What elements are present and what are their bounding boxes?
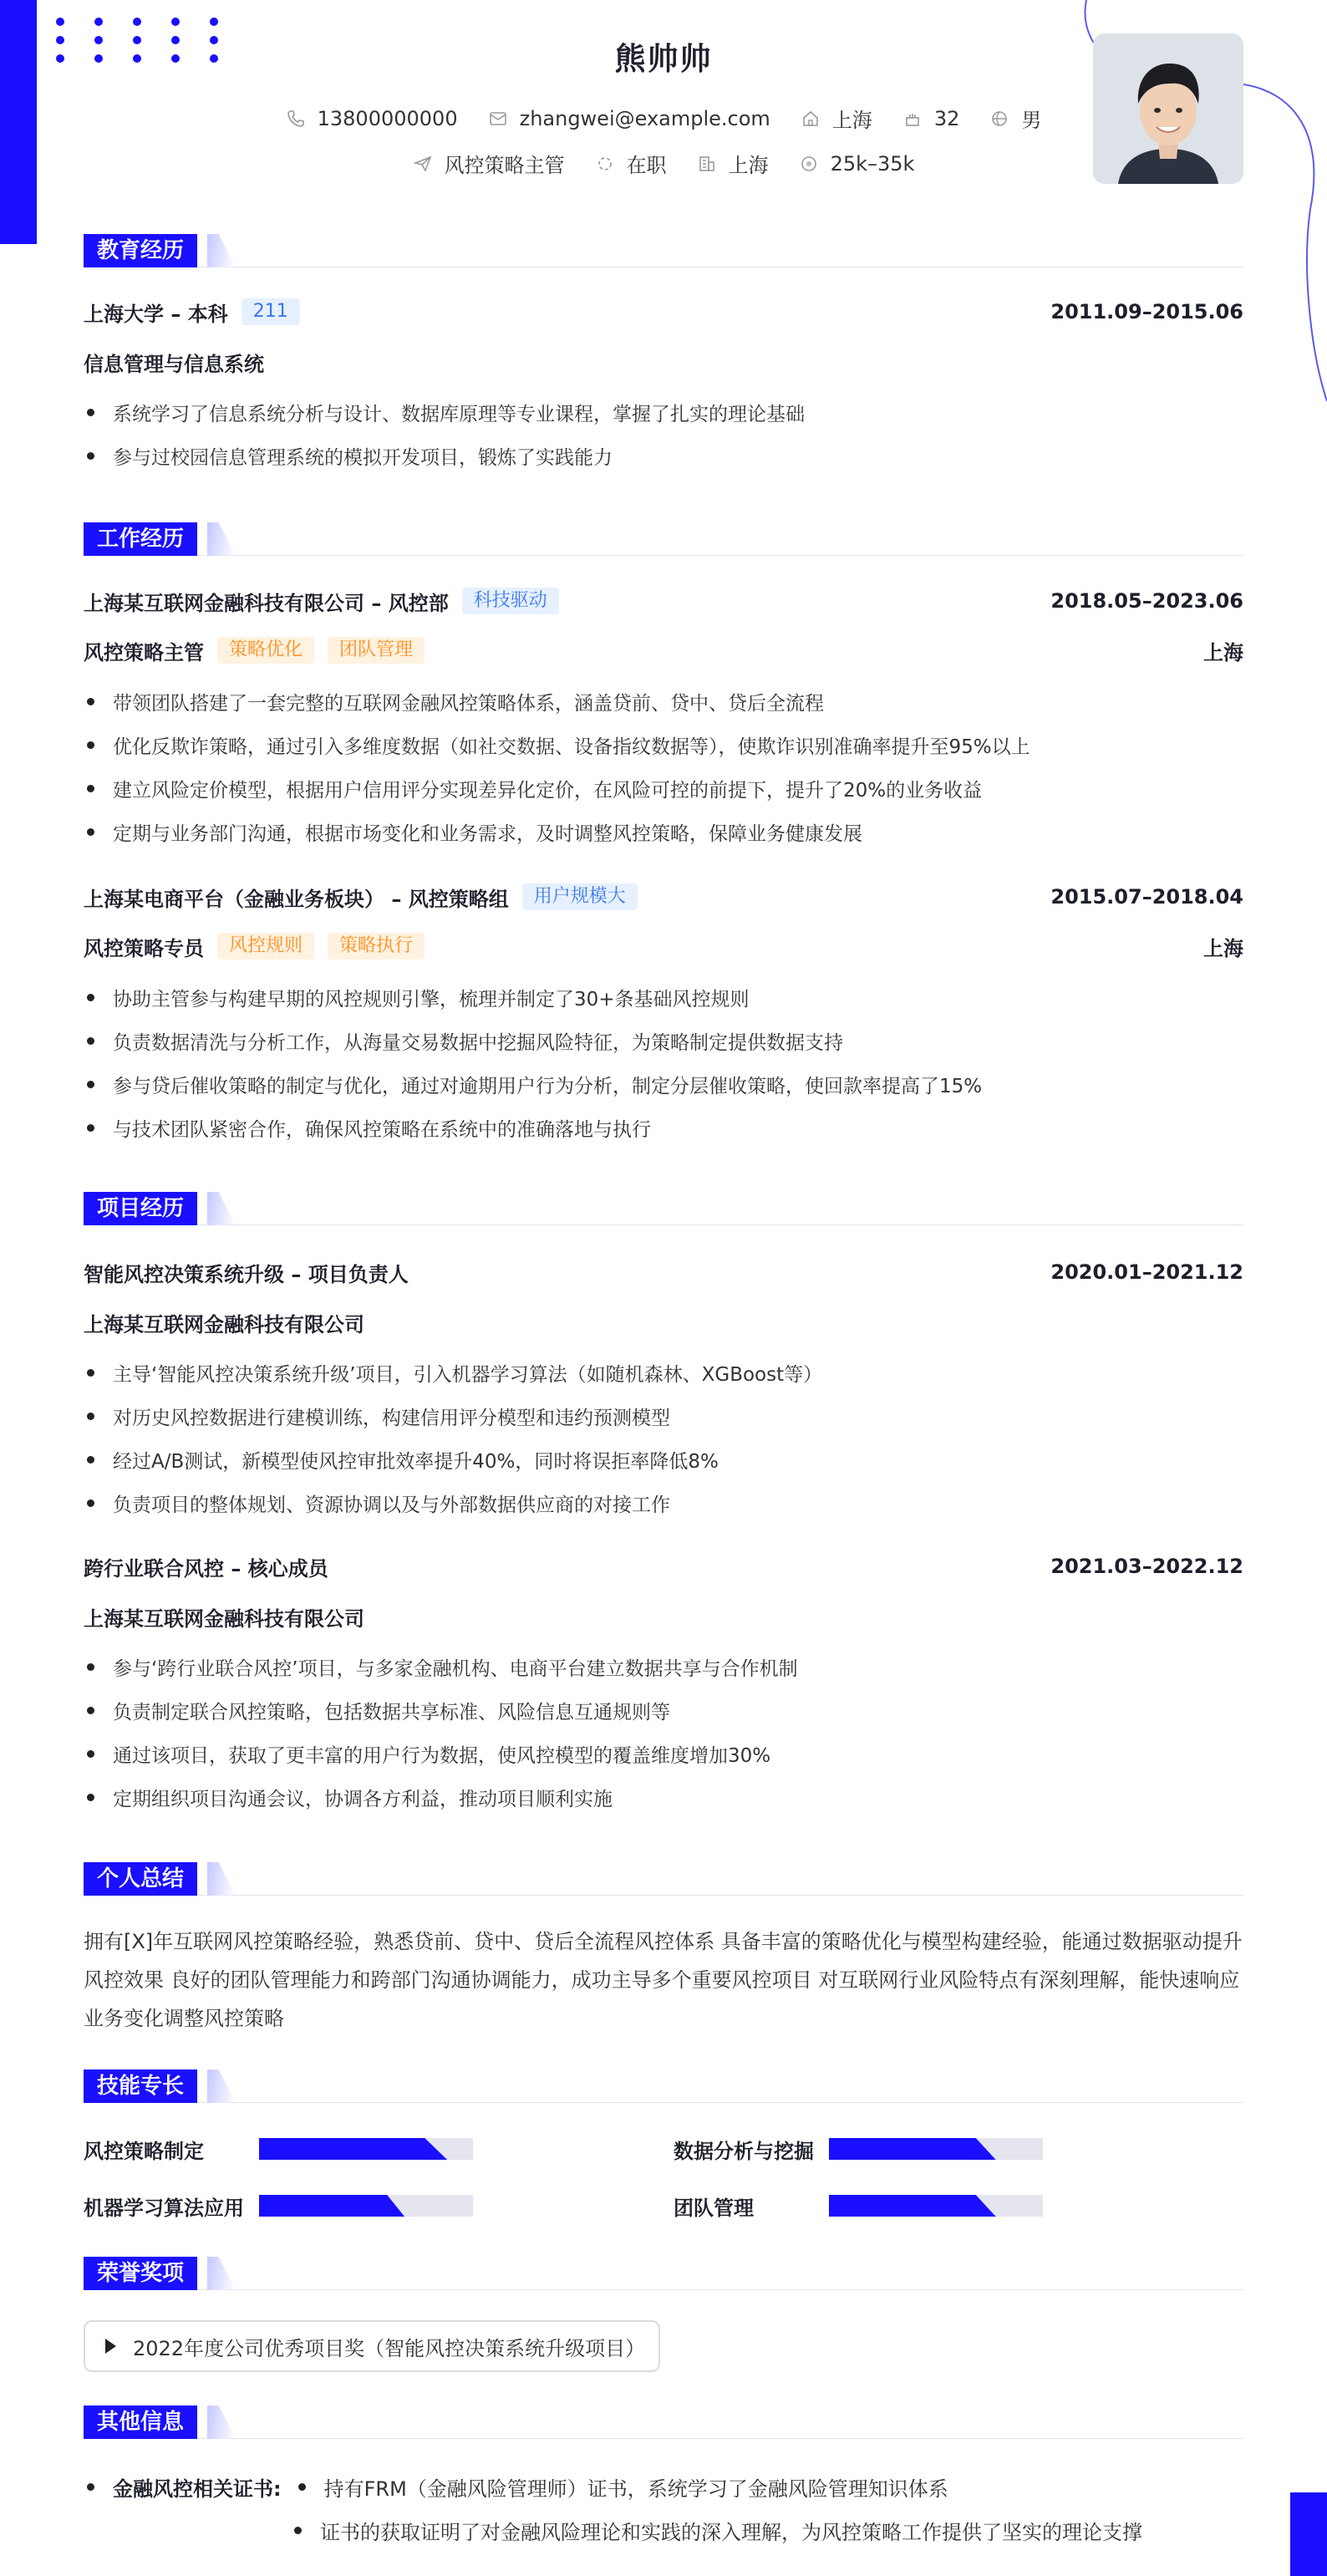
project-company: 上海某互联网金融科技有限公司 (84, 1606, 364, 1631)
age-icon (902, 109, 923, 129)
list-item: 证书的获取证明了对金融风险理论和实践的深入理解，为风控策略工作提供了坚实的理论支撑 (320, 2520, 1142, 2544)
gender-icon (989, 109, 1009, 129)
skill-bar (259, 2195, 473, 2217)
education-header (84, 234, 1243, 267)
list-item: 优化反欺诈策略，通过引入多维度数据（如社交数据、设备指纹数据等），使欺诈识别准确率提升至95%以上 (84, 731, 1243, 759)
education-date: 2011.09–2015.06 (1050, 300, 1243, 323)
job-date: 2018.05–2023.06 (1050, 589, 1243, 613)
project-row (84, 1258, 1243, 1286)
role-tag: 策略优化 (217, 637, 314, 664)
work-title: 工作经历 (84, 522, 197, 556)
skills-section (84, 2069, 1243, 2103)
list-item: 建立风险定价模型，根据用户信用评分实现差异化定价，在风险可控的前提下，提升了20%的业务收益 (84, 774, 1243, 802)
phone-icon (286, 109, 306, 129)
projects-title: 项目经历 (84, 1192, 197, 1225)
list-item: 带领团队搭建了一套完整的互联网金融风控策略体系，涵盖贷前、贷中、贷后全流程 (84, 687, 1243, 715)
other-section (84, 2405, 1243, 2439)
skill-bar (829, 2195, 1043, 2217)
skills-header (84, 2069, 1243, 2103)
certificate-row (291, 2516, 1142, 2544)
role-row (84, 636, 1243, 664)
major-name: 信息管理与信息系统 (84, 352, 264, 376)
education-title-tail (207, 234, 236, 267)
other-title: 其他信息 (84, 2405, 197, 2439)
awards-title: 荣誉奖项 (84, 2257, 197, 2290)
job-row (84, 587, 1243, 615)
status-icon (595, 154, 615, 174)
skills-title-tail (207, 2069, 236, 2103)
summary-title: 个人总结 (84, 1862, 197, 1896)
status-text: 在职 (626, 154, 667, 177)
phone-item (286, 107, 458, 130)
projects-section (84, 1192, 1243, 1810)
skill-name: 风控策略制定 (84, 2139, 204, 2163)
certificate-row (84, 2472, 948, 2501)
salary-icon (799, 154, 819, 174)
position-item (413, 149, 565, 178)
gender-text: 男 (1021, 109, 1042, 132)
list-item: 负责数据清洗与分析工作，从海量交易数据中挖掘风险特征，为策略制定提供数据支持 (84, 1026, 1243, 1055)
education-title: 教育经历 (84, 234, 197, 267)
awards-section (84, 2257, 1243, 2290)
role-row (84, 932, 1243, 960)
role-name: 风控策略主管 (84, 640, 204, 664)
skill-item (84, 2193, 473, 2218)
summary-line: 风控效果 良好的团队管理能力和跨部门沟通协调能力，成功主导多个重要风控项目 对互联网行业风险特点有深刻理解，能快速响应 (84, 1968, 1240, 1992)
list-item: 对历史风控数据进行建模训练，构建信用评分模型和违约预测模型 (84, 1402, 1243, 1430)
job-row (84, 883, 1243, 911)
list-item: 定期组织项目沟通会议，协调各方利益，推动项目顺利实施 (84, 1783, 1243, 1811)
project-name: 跨行业联合风控 – 核心成员 (84, 1556, 328, 1581)
list-item: 系统学习了信息系统分析与设计、数据库原理等专业课程，掌握了扎实的理论基础 (84, 398, 1243, 426)
school-name: 上海大学 – 本科 (84, 302, 228, 326)
certificate-label: 金融风控相关证书: (113, 2477, 282, 2501)
skill-item (84, 2136, 473, 2161)
position-text: 风控策略主管 (444, 154, 565, 177)
awards-header (84, 2257, 1243, 2290)
location-text: 上海 (831, 109, 872, 132)
summary-header (84, 1862, 1243, 1896)
list-item: 定期与业务部门沟通，根据市场变化和业务需求，及时调整风控策略，保障业务健康发展 (84, 817, 1243, 846)
salary-text: 25k–35k (830, 151, 915, 176)
company-name: 上海某互联网金融科技有限公司 – 风控部 (84, 591, 449, 615)
email-item (488, 107, 770, 130)
summary-line: 业务变化调整风控策略 (84, 2007, 284, 2030)
status-item (595, 149, 667, 178)
project-date: 2020.01–2021.12 (1050, 1260, 1243, 1284)
education-section (84, 234, 1243, 469)
award-item[interactable] (84, 2320, 660, 2372)
job-city: 上海 (1203, 936, 1243, 960)
avatar (1093, 33, 1243, 184)
expand-triangle-icon[interactable] (105, 2339, 116, 2354)
gender-item (989, 104, 1041, 133)
skill-bar (259, 2138, 473, 2160)
list-item: 持有FRM（金融风险管理师）证书，系统学习了金融风险管理知识体系 (323, 2477, 948, 2501)
phone-number: 13800000000 (317, 106, 458, 130)
avatar-portrait (1093, 33, 1243, 184)
list-item: 参与贷后催收策略的制定与优化，通过对逾期用户行为分析，制定分层催收策略，使回款率提高了15% (84, 1070, 1243, 1098)
salary-item (799, 152, 915, 176)
other-title-tail (207, 2405, 236, 2439)
summary-title-tail (207, 1862, 236, 1896)
project-company-row (84, 1308, 1243, 1336)
building-icon (697, 154, 717, 174)
job-date: 2015.07–2018.04 (1050, 885, 1243, 909)
age-item (902, 107, 960, 130)
summary-text (84, 1922, 1243, 2038)
home-icon (801, 109, 821, 129)
list-item: 参与过校园信息管理系统的模拟开发项目，锻炼了实践能力 (84, 441, 1243, 470)
skill-fill (259, 2195, 404, 2217)
skill-fill (829, 2138, 996, 2160)
age-text: 32 (933, 106, 960, 130)
project-row (84, 1552, 1243, 1581)
company-name: 上海某电商平台（金融业务板块） – 风控策略组 (84, 887, 509, 911)
list-item: 与技术团队紧密合作，确保风控策略在系统中的准确落地与执行 (84, 1113, 1243, 1142)
projects-header (84, 1192, 1243, 1225)
list-item: 经过A/B测试，新模型使风控审批效率提升40%，同时将误拒率降低8% (84, 1445, 1243, 1474)
work-header (84, 522, 1243, 556)
company-tag: 科技驱动 (462, 588, 559, 614)
role-tag: 团队管理 (328, 637, 425, 664)
mail-icon (488, 109, 508, 129)
project-date: 2021.03–2022.12 (1050, 1555, 1243, 1578)
skill-item (674, 2193, 1043, 2218)
education-row (84, 298, 1243, 326)
work-city-text: 上海 (728, 154, 769, 177)
skill-item (674, 2136, 1043, 2161)
role-tag: 策略执行 (328, 933, 425, 960)
project-company-row (84, 1602, 1243, 1631)
project-name: 智能风控决策系统升级 – 项目负责人 (84, 1262, 409, 1286)
skills-title: 技能专长 (84, 2069, 197, 2103)
awards-title-tail (207, 2257, 236, 2290)
skill-name: 团队管理 (674, 2196, 754, 2220)
other-header (84, 2405, 1243, 2439)
skill-name: 机器学习算法应用 (84, 2196, 244, 2220)
candidate-name: 熊帅帅 (614, 41, 713, 77)
list-item: 协助主管参与构建早期的风控规则引擎，梳理并制定了30+条基础风控规则 (84, 983, 1243, 1011)
summary-line: 拥有[X]年互联网风控策略经验，熟悉贷前、贷中、贷后全流程风控体系 具备丰富的策略优化与模型构建经验，能通过数据驱动提升 (84, 1930, 1243, 1953)
email-address: zhangwei@example.com (519, 106, 770, 130)
list-item: 参与‘跨行业联合风控’项目，与多家金融机构、电商平台建立数据共享与合作机制 (84, 1652, 1243, 1681)
work-city-item (697, 149, 769, 178)
work-section (84, 522, 1243, 1141)
summary-section (84, 1862, 1243, 1896)
location-item (801, 104, 872, 133)
school-tag: 211 (242, 298, 300, 325)
project-company: 上海某互联网金融科技有限公司 (84, 1312, 364, 1336)
skill-fill (829, 2195, 996, 2217)
list-item: 通过该项目，获取了更丰富的用户行为数据，使风控模型的覆盖维度增加30% (84, 1739, 1243, 1768)
skill-bar (829, 2138, 1043, 2160)
skill-fill (259, 2138, 447, 2160)
projects-title-tail (207, 1192, 236, 1225)
award-text: 2022年度公司优秀项目奖（智能风控决策系统升级项目） (133, 2336, 646, 2360)
role-tag: 风控规则 (217, 933, 314, 960)
company-tag: 用户规模大 (522, 883, 638, 910)
list-item: 主导‘智能风控决策系统升级’项目，引入机器学习算法（如随机森林、XGBoost等） (84, 1358, 1243, 1387)
list-item: 负责制定联合风控策略，包括数据共享标准、风险信息互通规则等 (84, 1696, 1243, 1724)
send-icon (413, 154, 433, 174)
role-name: 风控策略专员 (84, 936, 204, 960)
skill-name: 数据分析与挖掘 (674, 2139, 814, 2163)
work-title-tail (207, 522, 236, 556)
major-row (84, 348, 1243, 376)
decorative-right-bar (1290, 2492, 1327, 2576)
list-item: 负责项目的整体规划、资源协调以及与外部数据供应商的对接工作 (84, 1489, 1243, 1517)
job-city: 上海 (1203, 640, 1243, 664)
